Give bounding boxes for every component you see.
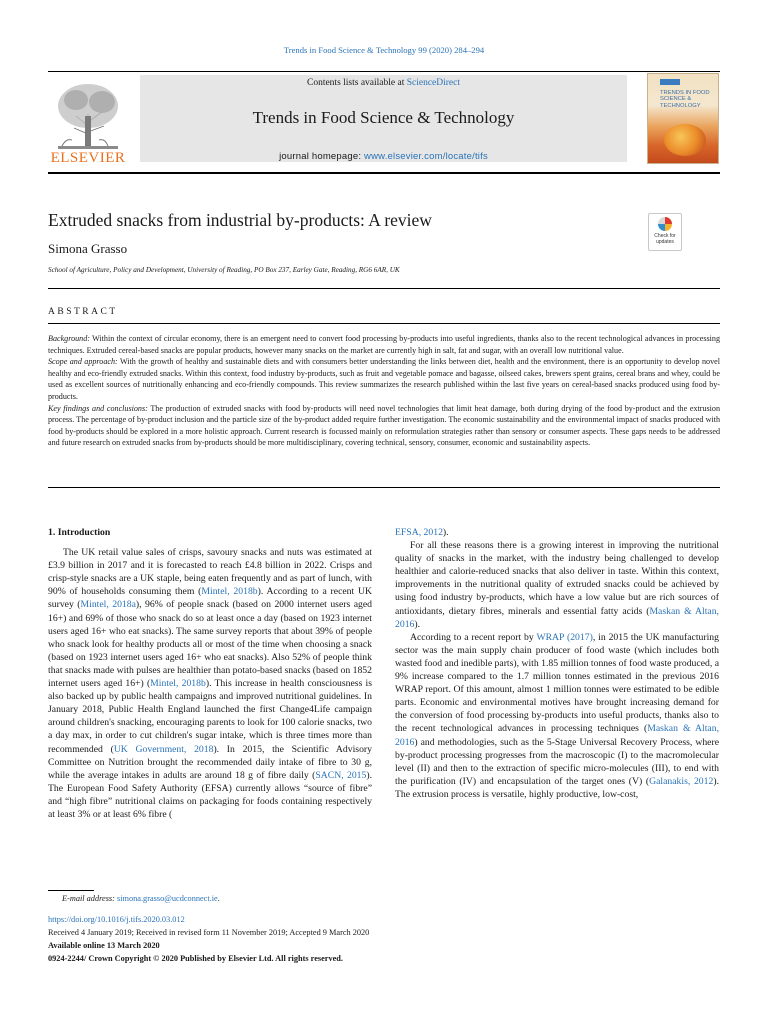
text-run: For all these reasons there is a growing interest in improving the nutritional quality of snacks in the market, with the industry being challenged to develop healthier and calorie-reduced snacks that also deliver in taste. Within this context, improvements in the nutritional quality of extruded snacks could be achieved by using food industry by-products, which have a low value but are rich sources of antioxidants, dietary fibres, minerals and essential fatty acids ( — [395, 540, 719, 617]
abstract-findings-label: Key findings and conclusions: — [48, 403, 148, 413]
text-run: ). The European Food Safety Authority (EFSA) currently allows “source of fibre” and “high fibre” nutritional claims on packaging for foods containing respectively at least 3% or at least 6% fibre ( — [48, 769, 373, 820]
homepage-line — [140, 151, 627, 162]
abstract-rule — [48, 323, 720, 324]
text-run: ). In 2015, the Scientific Advisory Committee on Nutrition brought the recommended daily intake of fibre to 30 g, while the average intakes in adults are around 18 g of fibre daily ( — [48, 743, 372, 781]
copyright-notice: 0924-2244/ Crown Copyright © 2020 Published by Elsevier Ltd. All rights reserved. — [48, 954, 343, 963]
masthead-bottom-rule — [48, 172, 720, 174]
affiliation-rule — [48, 288, 720, 289]
cover-logo-band — [660, 79, 680, 85]
check-for-updates-button[interactable] — [648, 213, 682, 251]
body-column-left — [48, 526, 372, 821]
author-name: Simona Grasso — [48, 241, 128, 256]
text-run: , in 2015 the UK manufacturing sector was the main supply chain producer of food waste (which includes both wasted food and inedible parts), with 1.85 million tonnes of food waste produced, a 9% increase compared to the 1.7 million tonnes estimated in the previous 2016 WRAP report. Of this amount, almost 1 million tonnes were estimated to be edible parts. Economic and environmental motives have brought increasing demand for the conversion of food processing by-products into useful products, thanks also to the recent technological advances in processing techniques ( — [395, 631, 719, 735]
journal-citation-link[interactable]: Trends in Food Science & Technology 99 (2020) 284–294 — [283, 45, 485, 55]
citation-link[interactable]: Mintel, 2018b — [201, 586, 258, 598]
abstract-background — [48, 333, 720, 356]
masthead-top-rule — [48, 71, 720, 72]
text-run: ) and methodologies, such as the 5-Stage Universal Recovery Process, where by-product processing progresses from the macroscopic (I) to the macromolecular level (II) and then to the extraction of specific micro-molecules (III), to end with the purification (IV) and encapsulation of the target ones (V) ( — [395, 736, 719, 787]
available-online-date: Available online 13 March 2020 — [48, 941, 160, 950]
citation-link[interactable]: Mintel, 2018b — [150, 678, 206, 690]
citation-link[interactable]: SACN, 2015 — [315, 769, 367, 781]
abstract-findings — [48, 403, 720, 449]
intro-paragraph-1-continued — [395, 526, 719, 539]
homepage-link[interactable]: www.elsevier.com/locate/tifs — [364, 151, 488, 162]
section-heading-introduction: 1. Introduction — [48, 527, 111, 538]
email-label: E-mail address: — [62, 894, 115, 903]
footnote-rule — [48, 890, 94, 891]
abstract-scope-text: With the growth of healthy and sustainable diets and with consumers better understanding the links between diet, health and the environment, there is an opportunity to develop novel healthy and eco-friendly extruded snacks. Within this context, food industry by-products, such as fruit and vegetable pomace and bagasse, oilseed cakes, brewers spent grains, cereal brans and whey, could be used as excellent sources of nutritionally enhancing and eco-friendly compounds. This review summarizes the research published within the last five years on cereal-based snacks produced using food by-products. — [48, 357, 720, 401]
abstract-heading: ABSTRACT — [48, 307, 118, 317]
text-run: According to a recent report by — [410, 631, 537, 643]
citation-link[interactable]: EFSA, 2012 — [395, 527, 443, 538]
citation-link[interactable]: Maskan & Altan, 2016 — [395, 723, 719, 748]
email-footnote — [62, 894, 220, 903]
abstract-background-text: Within the context of circular economy, there is an emergent need to convert food processing by-products into useful ingredients, thanks also to the recent technological advances in processing techniques. Extruded cereal-based snacks are popular products, however many snacks on the market are currently high in salt, fat and sugar, with an overall low nutritional value. — [48, 334, 720, 355]
contents-prefix: Contents lists available at — [306, 78, 407, 88]
abstract-body — [48, 333, 720, 449]
journal-cover-image[interactable] — [647, 73, 719, 164]
text-run: ), 96% of people snack (based on 2000 internet users aged 16+) and 69% of those who snack do so at least once a day (based on 1923 internet users aged 16+ who eat snacks). The same survey reports that about 39% of people who snack look for healthy products all or most of the time when choosing a snack (based on 1923 internet users aged 16+ who eat snacks). Also 52% of people think that snacks made with pulses are healthier than potato-based snacks (based on 1852 internet users aged 16+) ( — [48, 599, 372, 690]
text-run: ). According to a recent UK survey ( — [48, 586, 372, 611]
body-column-right — [395, 526, 719, 801]
elsevier-wordmark: ELSEVIER — [50, 150, 126, 166]
intro-paragraph-1 — [48, 546, 372, 821]
sciencedirect-link[interactable]: ScienceDirect — [406, 78, 460, 88]
author-affiliation: School of Agriculture, Policy and Development, University of Reading, PO Box 237, Earley Gate, Reading, RG6 6AR, UK — [48, 266, 400, 274]
cover-title: TRENDS IN FOOD SCIENCE & TECHNOLOGY — [660, 90, 710, 109]
abstract-background-label: Background: — [48, 334, 90, 343]
text-run: ). This increase in health consciousness is also backed up by public health campaigns and improved nutritional guidelines. In January 2018, Public Health England launched the first Change4Life campaign around children's snacking, encouraging parents to look for 100 calorie snacks, two a day max, in order to cut children's sugar intake, which is three times more than recommended ( — [48, 678, 372, 755]
email-end: . — [217, 894, 220, 903]
contents-line — [140, 78, 627, 88]
journal-name: Trends in Food Science & Technology — [252, 108, 515, 127]
received-dates: Received 4 January 2019; Received in revised form 11 November 2019; Accepted 9 March 2020 — [48, 928, 370, 937]
text-run: The UK retail value sales of crisps, savoury snacks and nuts was estimated at £3.9 billion in 2017 and it is forecasted to reach £4.8 billion in 2022. Crisps and crisp-style snacks are a UK staple, being eaten frequently and as part of lunch, with 90% of households consuming them ( — [48, 547, 372, 598]
homepage-label: journal homepage: — [279, 151, 365, 162]
citation-link[interactable]: WRAP (2017) — [536, 631, 593, 643]
citation-link[interactable]: UK Government, 2018 — [113, 743, 214, 755]
intro-paragraph-2 — [395, 539, 719, 631]
abstract-scope — [48, 356, 720, 402]
abstract-scope-label: Scope and approach: — [48, 357, 118, 367]
intro-paragraph-3 — [395, 631, 719, 801]
cover-fruit-icon — [664, 124, 706, 156]
check-updates-label: Check for updates — [654, 233, 676, 245]
citation-link[interactable]: Galanakis, 2012 — [649, 775, 714, 787]
text-run: ). — [442, 527, 449, 538]
citation-link[interactable]: Maskan & Altan, 2016 — [395, 605, 719, 630]
abstract-bottom-rule — [48, 487, 720, 488]
citation-link[interactable]: Mintel, 2018a — [80, 599, 136, 611]
email-link[interactable]: simona.grasso@ucdconnect.ie — [117, 894, 218, 903]
check-updates-icon — [658, 217, 672, 231]
text-run: ). — [414, 618, 421, 630]
text-run: ). The extrusion process is versatile, highly productive, low-cost, — [395, 775, 719, 800]
abstract-findings-text: The production of extruded snacks with food by-products will need novel technologies that limit heat damage, both during drying of the food by-product and the extrusion process. The percentage of by-product inclusion and the particle size of the by-product added require further investigation. The economic sustainability and the environmental impact of snacks produced with food by-products should be explored in a more holistic approach. Current research is focussed mainly on reformulation strategies rather than sensory or consumer aspects. These gaps needs to be addressed and future research on extruded snacks from by-products should be more multidisciplinary, covering technical, sensory, consumer, economic and sustainability aspects. — [48, 403, 720, 448]
doi-link[interactable]: https://doi.org/10.1016/j.tifs.2020.03.012 — [48, 915, 185, 924]
article-title: Extruded snacks from industrial by-products: A review — [48, 210, 432, 230]
